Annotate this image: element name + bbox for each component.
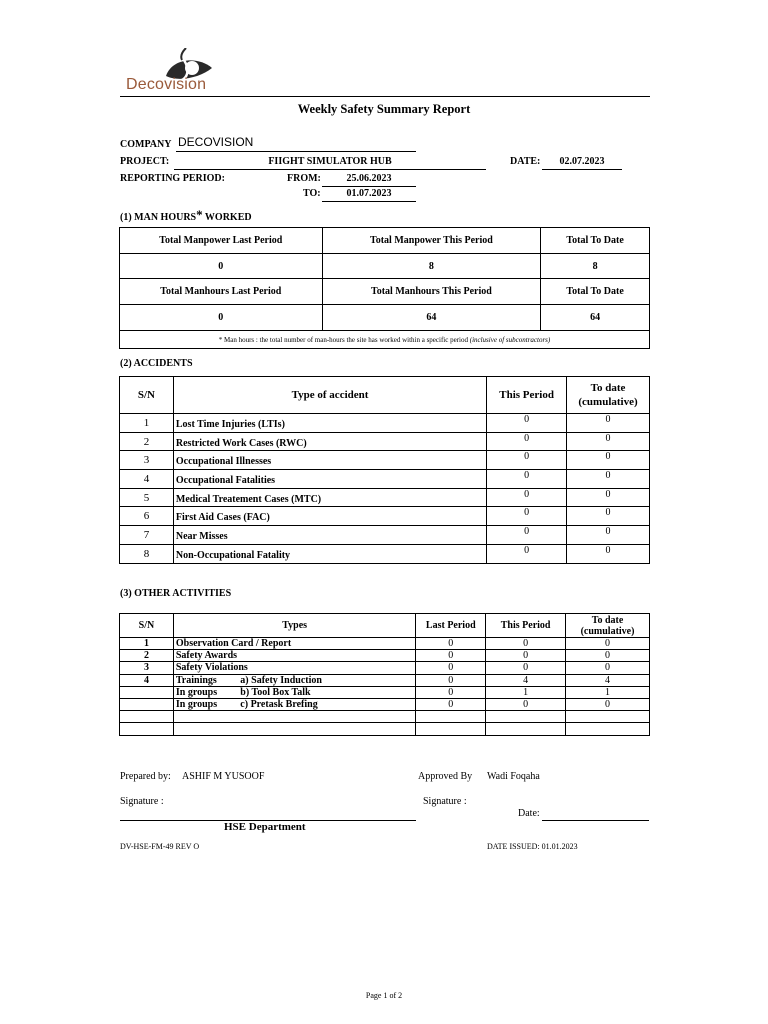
company-label: COMPANY	[120, 139, 172, 150]
activity-subtype: a) Safety Induction	[240, 674, 416, 686]
approved-by-label: Approved By	[418, 771, 473, 782]
manhours-this-value: 64	[322, 305, 541, 331]
activity-last-period	[416, 723, 486, 735]
other-todate-header	[566, 614, 650, 638]
manhours-this-header: Total Manhours This Period	[322, 279, 541, 305]
other-this-header: This Period	[486, 614, 566, 638]
accidents-type-header: Type of accident	[173, 377, 486, 414]
activity-subtype: c) Pretask Brefing	[240, 698, 416, 710]
activity-last-period: 0	[416, 686, 486, 698]
activity-to-date	[566, 723, 650, 735]
accident-this-period: 0	[487, 507, 567, 526]
accident-type: Near Misses	[173, 526, 486, 545]
activity-sn	[120, 711, 174, 723]
manpower-total-header: Total To Date	[541, 228, 650, 254]
activity-sn: 3	[120, 662, 174, 674]
activity-type: In groups	[173, 698, 240, 710]
activity-to-date	[566, 711, 650, 723]
accidents-section-title: (2) ACCIDENTS	[120, 358, 193, 369]
activity-row	[120, 723, 650, 735]
date-value: 02.07.2023	[542, 156, 622, 170]
activity-this-period	[486, 711, 566, 723]
manpower-this-value: 8	[322, 254, 541, 279]
approved-signature-label: Signature :	[423, 796, 467, 807]
activity-this-period: 0	[486, 662, 566, 674]
accident-type: Non-Occupational Fatality	[173, 544, 486, 563]
activity-this-period: 1	[486, 686, 566, 698]
from-label: FROM:	[287, 173, 321, 184]
accident-this-period: 0	[487, 451, 567, 470]
other-header-row	[120, 614, 650, 638]
accident-sn: 8	[120, 544, 174, 563]
other-todate-header-1: To date	[591, 614, 624, 626]
accident-to-date: 0	[567, 544, 650, 563]
other-activities-section-title: (3) OTHER ACTIVITIES	[120, 588, 232, 599]
activity-last-period	[416, 711, 486, 723]
approved-date-line	[542, 808, 649, 821]
prepared-signature-label: Signature :	[120, 796, 164, 807]
accident-sn: 3	[120, 451, 174, 470]
man-hours-section-title	[120, 207, 252, 223]
accident-to-date: 0	[567, 526, 650, 545]
accidents-todate-header-2: (cumulative)	[578, 396, 638, 408]
other-todate-header-2: (cumulative)	[580, 625, 635, 637]
activity-sn: 1	[120, 638, 174, 650]
company-field	[176, 135, 416, 152]
accident-sn: 4	[120, 470, 174, 489]
date-issued: DATE ISSUED: 01.01.2023	[487, 842, 578, 851]
accidents-this-header: This Period	[487, 377, 567, 414]
manhours-header-row	[120, 279, 650, 305]
activity-this-period	[486, 723, 566, 735]
manhours-last-header: Total Manhours Last Period	[120, 279, 323, 305]
activity-last-period: 0	[416, 638, 486, 650]
activity-row	[120, 711, 650, 723]
activity-type: Trainings	[173, 674, 240, 686]
activity-type: Safety Awards	[173, 650, 415, 662]
activity-sn: 2	[120, 650, 174, 662]
header-divider	[120, 96, 650, 97]
approved-date-label: Date:	[518, 808, 540, 819]
activity-type	[173, 711, 240, 723]
date-label: DATE:	[510, 156, 541, 167]
manhours-total-value: 64	[541, 305, 650, 331]
activity-row	[120, 638, 650, 650]
prepared-signature-line	[120, 808, 416, 821]
accident-type: Occupational Illnesses	[173, 451, 486, 470]
approved-by-value: Wadi Foqaha	[487, 771, 540, 782]
manpower-header-row	[120, 228, 650, 254]
activity-type: Safety Violations	[173, 662, 415, 674]
accidents-table	[119, 376, 650, 564]
accident-this-period: 0	[487, 414, 567, 433]
activity-last-period: 0	[416, 698, 486, 710]
manpower-total-value: 8	[541, 254, 650, 279]
accident-to-date: 0	[567, 507, 650, 526]
activity-to-date: 1	[566, 686, 650, 698]
man-hours-note	[120, 331, 650, 349]
accident-row	[120, 470, 650, 489]
accidents-todate-header	[567, 377, 650, 414]
accident-sn: 2	[120, 432, 174, 451]
project-label: PROJECT:	[120, 156, 170, 167]
accident-row	[120, 544, 650, 563]
activity-this-period: 0	[486, 650, 566, 662]
accident-type: Restricted Work Cases (RWC)	[173, 432, 486, 451]
manhours-value-row	[120, 305, 650, 331]
activity-sn	[120, 698, 174, 710]
man-hours-title-part2: WORKED	[202, 212, 252, 223]
activity-to-date: 0	[566, 650, 650, 662]
manpower-last-value: 0	[120, 254, 323, 279]
activity-row	[120, 662, 650, 674]
report-title: Weekly Safety Summary Report	[297, 102, 471, 116]
activity-this-period: 0	[486, 638, 566, 650]
to-value: 01.07.2023	[322, 188, 416, 202]
manhours-total-header: Total To Date	[541, 279, 650, 305]
accident-sn: 7	[120, 526, 174, 545]
accidents-sn-header: S/N	[120, 377, 174, 414]
activity-to-date: 0	[566, 662, 650, 674]
activity-last-period: 0	[416, 662, 486, 674]
man-hours-asterisk: *	[196, 207, 203, 222]
manhours-last-value: 0	[120, 305, 323, 331]
accident-this-period: 0	[487, 470, 567, 489]
accident-to-date: 0	[567, 432, 650, 451]
activity-type	[173, 723, 240, 735]
activity-type: In groups	[173, 686, 240, 698]
activity-row	[120, 674, 650, 686]
accident-row	[120, 526, 650, 545]
activity-to-date: 0	[566, 698, 650, 710]
man-hours-note-italic: (inclusive of subcontractors)	[469, 335, 551, 344]
form-code: DV-HSE-FM-49 REV O	[120, 842, 200, 851]
hse-department: HSE Department	[224, 821, 306, 833]
man-hours-note-row	[120, 331, 650, 349]
accident-type: Occupational Fatalities	[173, 470, 486, 489]
accident-to-date: 0	[567, 451, 650, 470]
other-types-header: Types	[173, 614, 415, 638]
accident-sn: 6	[120, 507, 174, 526]
manpower-this-header: Total Manpower This Period	[322, 228, 541, 254]
accidents-header-row	[120, 377, 650, 414]
activity-subtype	[240, 723, 416, 735]
accident-row	[120, 507, 650, 526]
activity-sn: 4	[120, 674, 174, 686]
accident-to-date: 0	[567, 470, 650, 489]
accident-this-period: 0	[487, 544, 567, 563]
accident-row	[120, 451, 650, 470]
to-label: TO:	[303, 188, 321, 199]
activity-row	[120, 686, 650, 698]
other-activities-table	[119, 613, 650, 736]
man-hours-table	[119, 227, 650, 349]
project-value: FIIGHT SIMULATOR HUB	[174, 156, 486, 170]
activity-row	[120, 650, 650, 662]
accident-to-date: 0	[567, 488, 650, 507]
accident-type: Lost Time Injuries (LTIs)	[173, 414, 486, 433]
activity-type: Observation Card / Report	[173, 638, 415, 650]
activity-to-date: 4	[566, 674, 650, 686]
activity-sn	[120, 686, 174, 698]
accident-this-period: 0	[487, 526, 567, 545]
accident-this-period: 0	[487, 488, 567, 507]
other-sn-header: S/N	[120, 614, 174, 638]
manpower-value-row	[120, 254, 650, 279]
activity-last-period: 0	[416, 650, 486, 662]
activity-this-period: 4	[486, 674, 566, 686]
activity-to-date: 0	[566, 638, 650, 650]
prepared-by-label: Prepared by:	[120, 771, 171, 782]
man-hours-title-part1: (1) MAN HOURS	[120, 212, 197, 223]
activity-row	[120, 698, 650, 710]
accident-sn: 1	[120, 414, 174, 433]
accident-row	[120, 488, 650, 507]
from-value: 25.06.2023	[322, 173, 416, 187]
accident-to-date: 0	[567, 414, 650, 433]
activity-sn	[120, 723, 174, 735]
activity-subtype	[240, 711, 416, 723]
activity-this-period: 0	[486, 698, 566, 710]
accident-row	[120, 414, 650, 433]
accidents-todate-header-1: To date	[590, 382, 626, 394]
accident-type: Medical Treatement Cases (MTC)	[173, 488, 486, 507]
accident-row	[120, 432, 650, 451]
brand-name: Decovision	[126, 76, 207, 93]
activity-subtype: b) Tool Box Talk	[240, 686, 416, 698]
prepared-by-value: ASHIF M YUSOOF	[182, 771, 265, 782]
reporting-period-label: REPORTING PERIOD:	[120, 173, 225, 184]
company-value: DECOVISION	[178, 135, 254, 149]
manpower-last-header: Total Manpower Last Period	[120, 228, 323, 254]
activity-last-period: 0	[416, 674, 486, 686]
accident-type: First Aid Cases (FAC)	[173, 507, 486, 526]
accident-this-period: 0	[487, 432, 567, 451]
accident-sn: 5	[120, 488, 174, 507]
other-last-header: Last Period	[416, 614, 486, 638]
man-hours-note-text: * Man hours : the total number of man-hours the site has worked within a specific period	[218, 335, 468, 344]
page-number: Page 1 of 2	[365, 991, 403, 1000]
